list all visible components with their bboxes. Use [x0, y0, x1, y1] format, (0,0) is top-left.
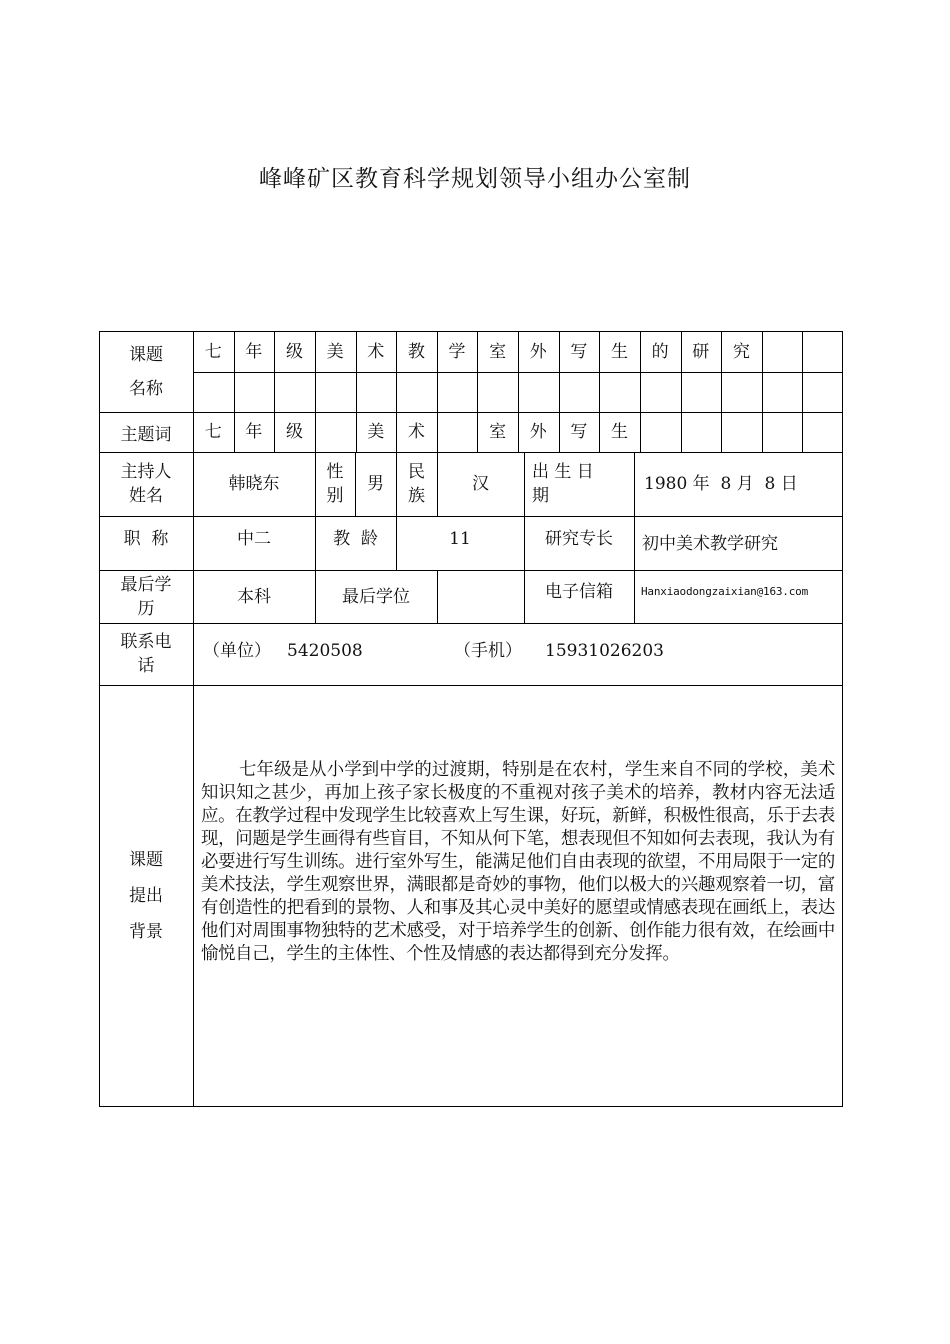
topic-title-char: 学: [448, 342, 466, 362]
specialty-label: 研究专长: [545, 529, 613, 549]
job-title-value: 中二: [237, 529, 271, 549]
topic-name-label: 课题 名称: [129, 344, 163, 399]
education-value: 本科: [237, 586, 271, 607]
birth-date-label: 出 生 日 期: [532, 462, 594, 506]
topic-title-char: 的: [651, 342, 669, 362]
keyword-char: 室: [489, 422, 507, 442]
degree-value: [437, 570, 524, 623]
phone-label: 联系电 话: [120, 632, 172, 676]
topic-title-char: 研: [692, 342, 710, 362]
keyword-char: 写: [570, 422, 588, 442]
keyword-char: 外: [529, 422, 547, 442]
work-phone-label: （单位）: [203, 641, 271, 661]
grid-divider: [802, 331, 803, 452]
background-label: 课题 提出 背景: [129, 850, 163, 942]
topic-title-char: 写: [570, 342, 588, 362]
email-value: Hanxiaodongzaixian@163.com: [641, 584, 808, 598]
keyword-char: 级: [286, 422, 303, 442]
topic-title-char: 美: [326, 342, 344, 362]
topic-title-char: 年: [245, 342, 263, 362]
mobile-phone-label: （手机）: [454, 641, 522, 661]
form-issuer-heading: 峰峰矿区教育科学规划领导小组办公室制: [259, 166, 691, 192]
work-phone-value: 5420508: [287, 641, 363, 661]
grid-divider: [762, 331, 763, 452]
job-title-label: 职 称: [123, 529, 169, 549]
topic-title-char: 外: [529, 342, 547, 362]
mobile-phone-value: 15931026203: [545, 641, 664, 661]
degree-label: 最后学位: [342, 586, 410, 607]
topic-title-char: 级: [286, 342, 303, 362]
topic-title-char: 教: [407, 342, 425, 362]
topic-title-char: 术: [367, 342, 385, 362]
keyword-char: 七: [204, 422, 222, 442]
label-column-divider: [193, 331, 194, 1107]
teaching-years-label: 教 龄: [333, 529, 378, 549]
birth-date-value: 1980 年 8 月 8 日: [644, 474, 798, 494]
teaching-years-value: 11: [449, 529, 471, 549]
cell-divider: [634, 452, 635, 623]
keyword-char: 年: [245, 422, 263, 442]
row-divider: [99, 412, 843, 413]
topic-title-char: 究: [732, 342, 750, 362]
keywords-label: 主题词: [120, 425, 172, 445]
gender-label: 性 别: [326, 462, 344, 506]
email-label: 电子信箱: [545, 581, 613, 602]
application-form-table: [99, 331, 843, 1107]
topic-title-char: 七: [204, 342, 222, 362]
host-name-value: 韩晓东: [228, 474, 280, 494]
background-text: 七年级是从小学到中学的过渡期，特别是在农村，学生来自不同的学校，美术知识知之甚少，再加上孩子家长极度的不重视对孩子美术的培养，教材内容无法适应。在教学过程中发现学生比较喜欢上写生课，好玩，新鲜，积极性很高，乐于去表现，问题是学生画得有些盲目，不知从何下笔，想表现但不知如何去表现，我认为有必要进行写生训练。进行室外写生，能满足他们自由表现的欲望，不用局限于一定的美术技法，学生观察世界，满眼都是奇妙的事物，他们以极大的兴趣观察着一切，富有创造性的把看到的景物、人和事及其心灵中美好的愿望或情感表现在画纸上，表达他们对周围事物独特的艺术感受，对于培养学生的创新、创作能力很有效，在绘画中愉悦自己，学生的主体性、个性及情感的表达都得到充分发挥。: [201, 760, 835, 964]
topic-title-char: 生: [611, 342, 628, 362]
keyword-char: 术: [407, 422, 425, 442]
specialty-value: 初中美术教学研究: [642, 534, 778, 554]
ethnicity-value: 汉: [472, 474, 489, 494]
topic-title-char: 室: [489, 342, 507, 362]
row-divider: [99, 685, 843, 686]
keyword-char: 美: [367, 422, 385, 442]
host-name-label: 主持人 姓名: [120, 462, 172, 506]
gender-value: 男: [367, 474, 384, 494]
education-label: 最后学 历: [120, 574, 172, 619]
ethnicity-label: 民 族: [408, 462, 425, 506]
keyword-char: 生: [611, 422, 628, 442]
